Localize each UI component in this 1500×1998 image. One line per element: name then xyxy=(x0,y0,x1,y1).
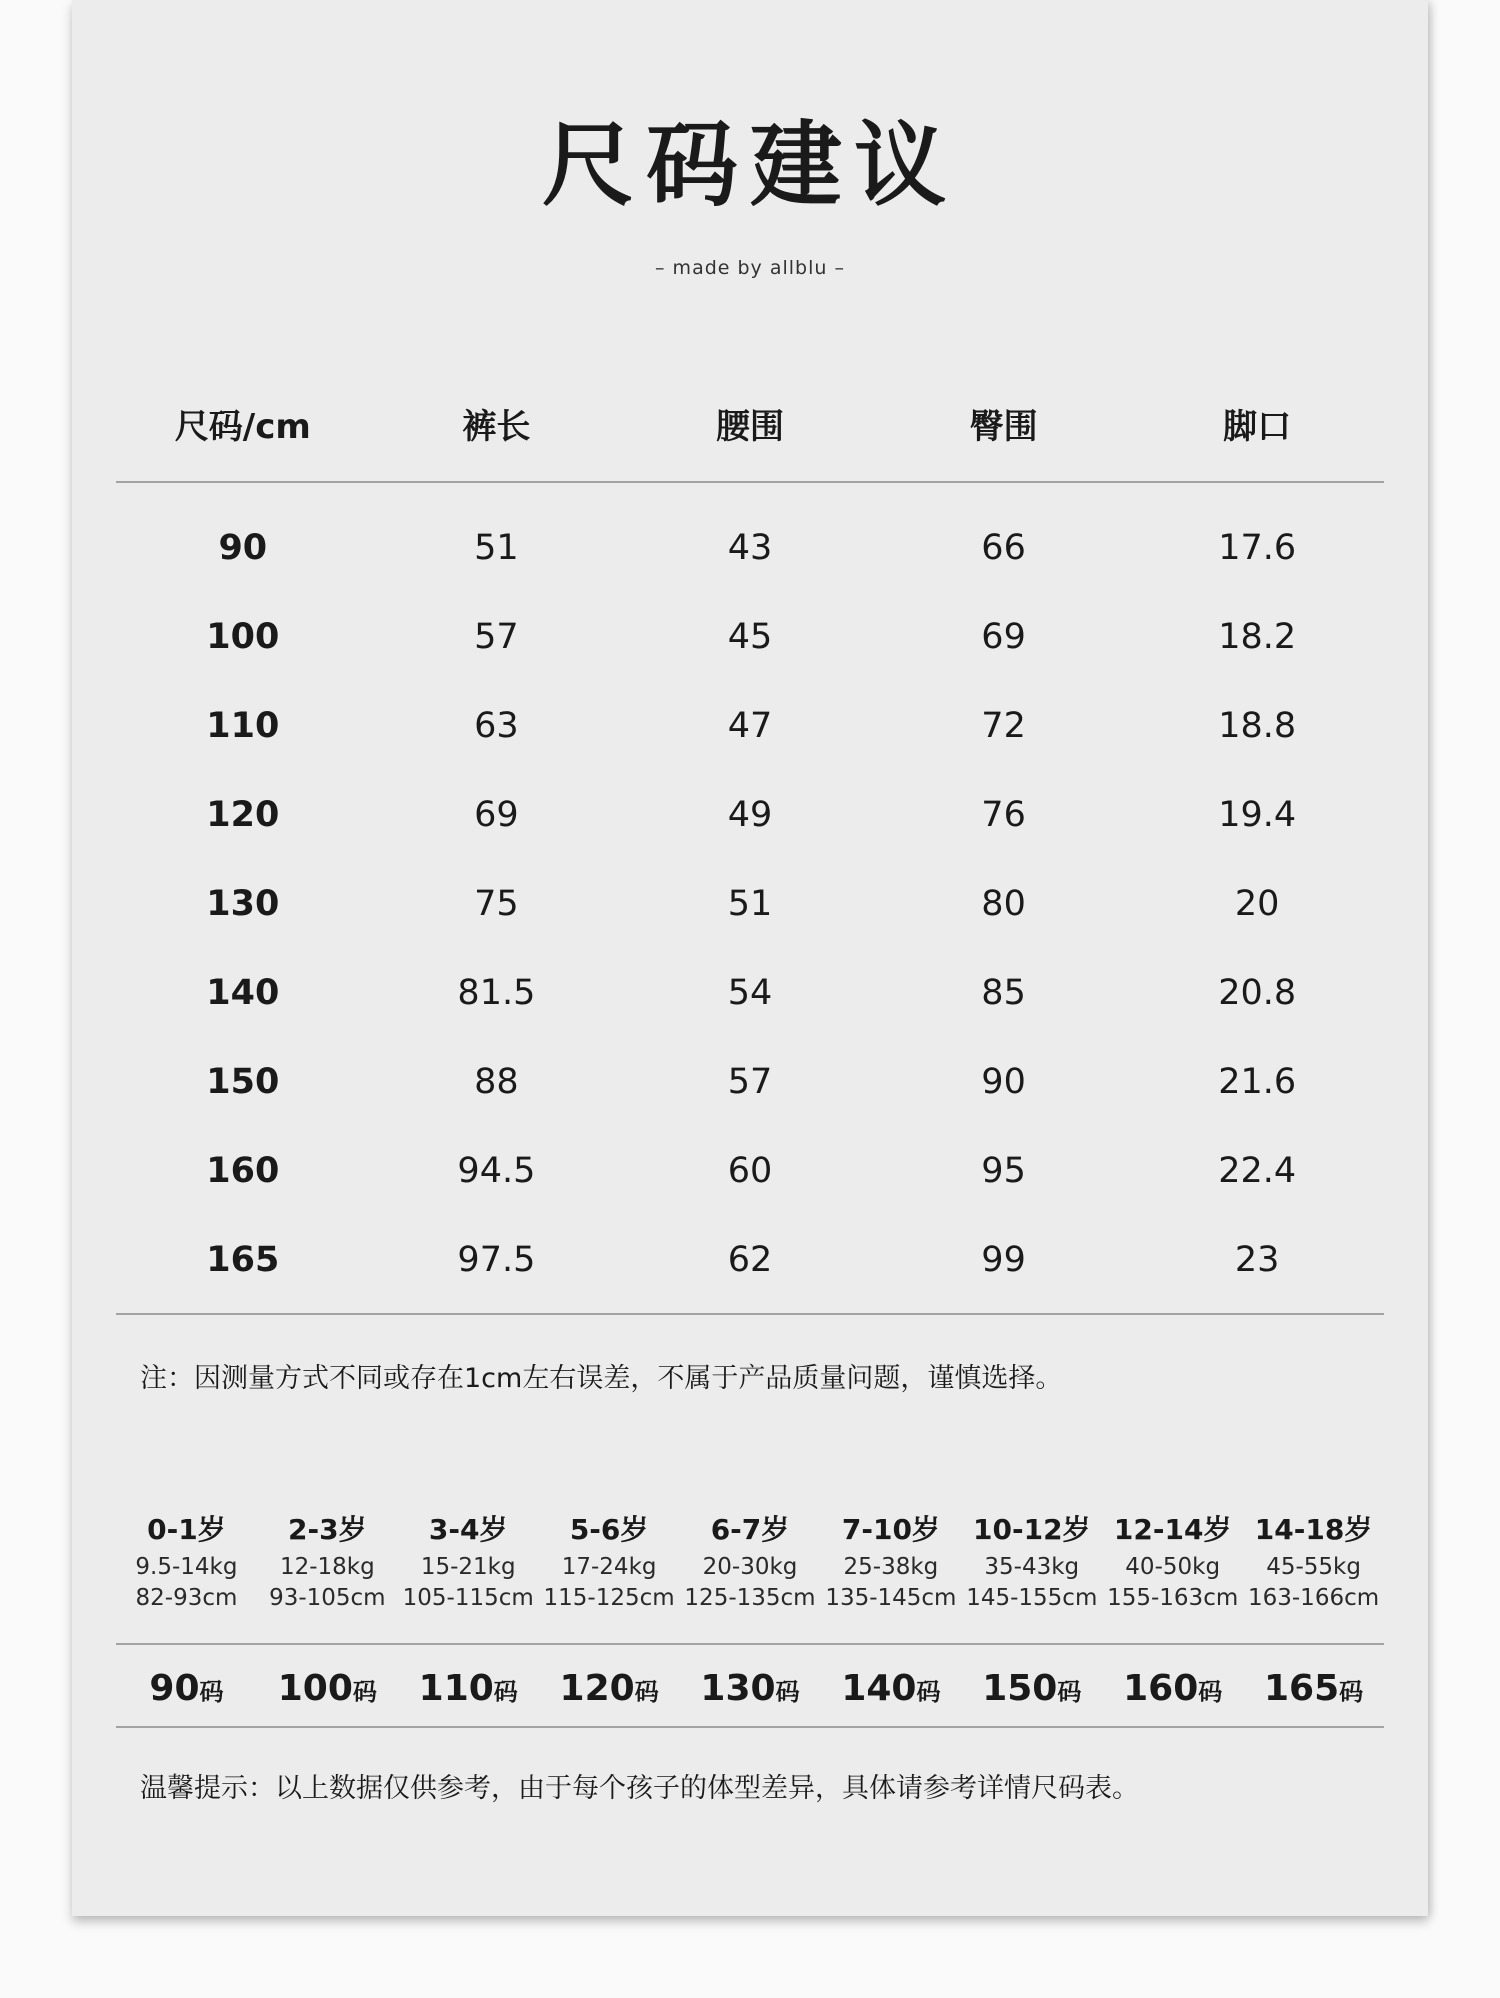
table-row xyxy=(116,592,1384,681)
age-guide-weight: 9.5-14kg xyxy=(135,1554,238,1580)
size-chart-card xyxy=(72,0,1428,1916)
age-guide-item xyxy=(116,1508,257,1614)
age-guide-item xyxy=(680,1508,821,1614)
cell-hem: 20.8 xyxy=(1218,972,1297,1013)
cell-length: 69 xyxy=(474,794,519,835)
age-guide-age: 12-14岁 xyxy=(1113,1513,1232,1546)
size-code-unit: 码 xyxy=(1198,1677,1223,1706)
table-header xyxy=(116,402,1384,452)
table-row xyxy=(116,1215,1384,1304)
age-guide-age: 6-7岁 xyxy=(710,1513,790,1546)
age-guide xyxy=(116,1508,1384,1614)
cell-hem: 18.2 xyxy=(1218,616,1297,657)
cell-length: 81.5 xyxy=(457,972,536,1013)
age-guide-weight: 25-38kg xyxy=(843,1554,939,1580)
age-guide-weight: 45-55kg xyxy=(1266,1554,1361,1580)
cell-hem: 22.4 xyxy=(1218,1150,1297,1191)
age-guide-age: 2-3岁 xyxy=(288,1513,367,1546)
size-code-number: 165 xyxy=(1263,1667,1340,1709)
size-code-number: 90 xyxy=(149,1667,200,1709)
size-code-unit: 码 xyxy=(1057,1677,1082,1706)
size-code-number: 140 xyxy=(841,1667,917,1709)
table-row xyxy=(116,948,1384,1037)
cell-hip: 69 xyxy=(981,616,1026,657)
table-row xyxy=(116,770,1384,859)
size-code-unit: 码 xyxy=(775,1677,800,1706)
age-guide-age: 3-4岁 xyxy=(428,1513,508,1546)
cell-length: 57 xyxy=(474,616,519,657)
age-guide-weight: 17-24kg xyxy=(561,1554,657,1580)
cell-size: 120 xyxy=(206,794,280,835)
size-table-body xyxy=(116,503,1384,1304)
age-guide-height: 82-93cm xyxy=(135,1585,238,1611)
header-divider xyxy=(116,481,1384,483)
size-code-number: 110 xyxy=(418,1667,494,1709)
age-guide-age: 10-12岁 xyxy=(973,1513,1091,1546)
size-code xyxy=(680,1668,821,1709)
size-code-unit: 码 xyxy=(1339,1677,1364,1706)
size-code xyxy=(820,1668,961,1709)
size-code-unit: 码 xyxy=(634,1677,659,1706)
cell-hip: 99 xyxy=(981,1239,1026,1280)
cell-size: 110 xyxy=(206,705,280,746)
size-code-number: 130 xyxy=(700,1667,776,1709)
size-code-unit: 码 xyxy=(352,1677,377,1706)
header-size: 尺码/cm xyxy=(174,407,311,447)
cell-hip: 76 xyxy=(981,794,1026,835)
size-code-unit: 码 xyxy=(916,1677,941,1706)
tip-note: 温馨提示：以上数据仅供参考，由于每个孩子的体型差异，具体请参考详情尺码表。 xyxy=(140,1773,1139,1804)
cell-length: 88 xyxy=(474,1061,519,1102)
cell-length: 63 xyxy=(474,705,519,746)
size-code xyxy=(257,1668,398,1709)
cell-hip: 80 xyxy=(981,883,1026,924)
table-row xyxy=(116,1126,1384,1215)
cell-size: 130 xyxy=(206,883,280,924)
cell-hip: 90 xyxy=(981,1061,1026,1102)
cell-waist: 45 xyxy=(727,616,773,657)
size-code-number: 100 xyxy=(277,1667,353,1709)
header-hip: 臀围 xyxy=(969,407,1038,447)
cell-length: 97.5 xyxy=(457,1239,536,1280)
size-code xyxy=(398,1668,539,1709)
cell-size: 140 xyxy=(206,972,280,1013)
size-code-number: 160 xyxy=(1123,1667,1199,1709)
size-code-number: 120 xyxy=(559,1667,635,1709)
cell-hem: 21.6 xyxy=(1218,1061,1297,1102)
cell-size: 160 xyxy=(206,1150,280,1191)
table-row xyxy=(116,681,1384,770)
age-guide-weight: 15-21kg xyxy=(420,1554,516,1580)
cell-hem: 20 xyxy=(1234,883,1280,924)
cell-hem: 23 xyxy=(1234,1239,1280,1280)
age-guide-item xyxy=(1243,1508,1384,1614)
size-code xyxy=(1243,1668,1384,1709)
age-guide-height: 163-166cm xyxy=(1247,1585,1380,1611)
age-guide-item xyxy=(1102,1508,1243,1614)
age-guide-height: 115-125cm xyxy=(543,1585,675,1611)
age-guide-item xyxy=(398,1508,539,1614)
codes-top-divider xyxy=(116,1643,1384,1645)
header-hem: 脚口 xyxy=(1223,407,1292,447)
age-guide-height: 145-155cm xyxy=(966,1585,1098,1611)
age-guide-height: 135-145cm xyxy=(825,1585,957,1611)
cell-waist: 51 xyxy=(727,883,773,924)
size-code xyxy=(539,1668,680,1709)
cell-waist: 60 xyxy=(727,1150,773,1191)
cell-hem: 17.6 xyxy=(1218,527,1297,568)
age-guide-weight: 12-18kg xyxy=(279,1554,375,1580)
cell-size: 90 xyxy=(218,527,268,568)
cell-size: 100 xyxy=(206,616,280,657)
age-guide-height: 155-163cm xyxy=(1107,1585,1239,1611)
age-guide-height: 105-115cm xyxy=(402,1585,534,1611)
age-guide-item xyxy=(820,1508,961,1614)
age-guide-item xyxy=(539,1508,680,1614)
subtitle: – made by allblu – xyxy=(655,257,845,279)
size-code xyxy=(116,1668,257,1709)
age-guide-age: 5-6岁 xyxy=(569,1513,649,1546)
size-code-number: 150 xyxy=(982,1667,1058,1709)
age-guide-weight: 40-50kg xyxy=(1125,1554,1221,1580)
cell-waist: 57 xyxy=(727,1061,773,1102)
header-length: 裤长 xyxy=(462,407,531,447)
codes-bottom-divider xyxy=(116,1726,1384,1728)
cell-hem: 18.8 xyxy=(1218,705,1297,746)
age-guide-height: 125-135cm xyxy=(684,1585,816,1611)
header-waist: 腰围 xyxy=(715,407,784,447)
age-guide-height: 93-105cm xyxy=(269,1585,386,1611)
cell-waist: 49 xyxy=(727,794,773,835)
size-code-unit: 码 xyxy=(199,1677,224,1706)
cell-size: 150 xyxy=(206,1061,280,1102)
age-guide-weight: 35-43kg xyxy=(984,1554,1080,1580)
cell-hip: 72 xyxy=(981,705,1026,746)
measurement-note: 注：因测量方式不同或存在1cm左右误差，不属于产品质量问题，谨慎选择。 xyxy=(140,1363,1063,1394)
table-row xyxy=(116,1037,1384,1126)
cell-length: 94.5 xyxy=(457,1150,536,1191)
cell-waist: 43 xyxy=(727,527,773,568)
cell-hip: 66 xyxy=(981,527,1026,568)
cell-waist: 54 xyxy=(727,972,773,1013)
size-code xyxy=(1102,1668,1243,1709)
age-guide-age: 14-18岁 xyxy=(1254,1513,1373,1546)
page-title: 尺码建议 xyxy=(541,112,958,219)
cell-hip: 85 xyxy=(981,972,1026,1013)
cell-length: 75 xyxy=(474,883,519,924)
size-code xyxy=(961,1668,1102,1709)
age-guide-weight: 20-30kg xyxy=(702,1554,798,1580)
size-codes-row xyxy=(116,1648,1384,1728)
table-row xyxy=(116,859,1384,948)
size-code-unit: 码 xyxy=(493,1677,518,1706)
age-guide-age: 0-1岁 xyxy=(147,1513,226,1546)
age-guide-item xyxy=(257,1508,398,1614)
cell-waist: 62 xyxy=(727,1239,773,1280)
cell-length: 51 xyxy=(474,527,519,568)
cell-hip: 95 xyxy=(981,1150,1026,1191)
cell-size: 165 xyxy=(206,1239,280,1280)
cell-waist: 47 xyxy=(727,705,773,746)
age-guide-item xyxy=(961,1508,1102,1614)
cell-hem: 19.4 xyxy=(1218,794,1297,835)
table-bottom-divider xyxy=(116,1313,1384,1315)
age-guide-age: 7-10岁 xyxy=(841,1513,940,1546)
table-row xyxy=(116,503,1384,592)
